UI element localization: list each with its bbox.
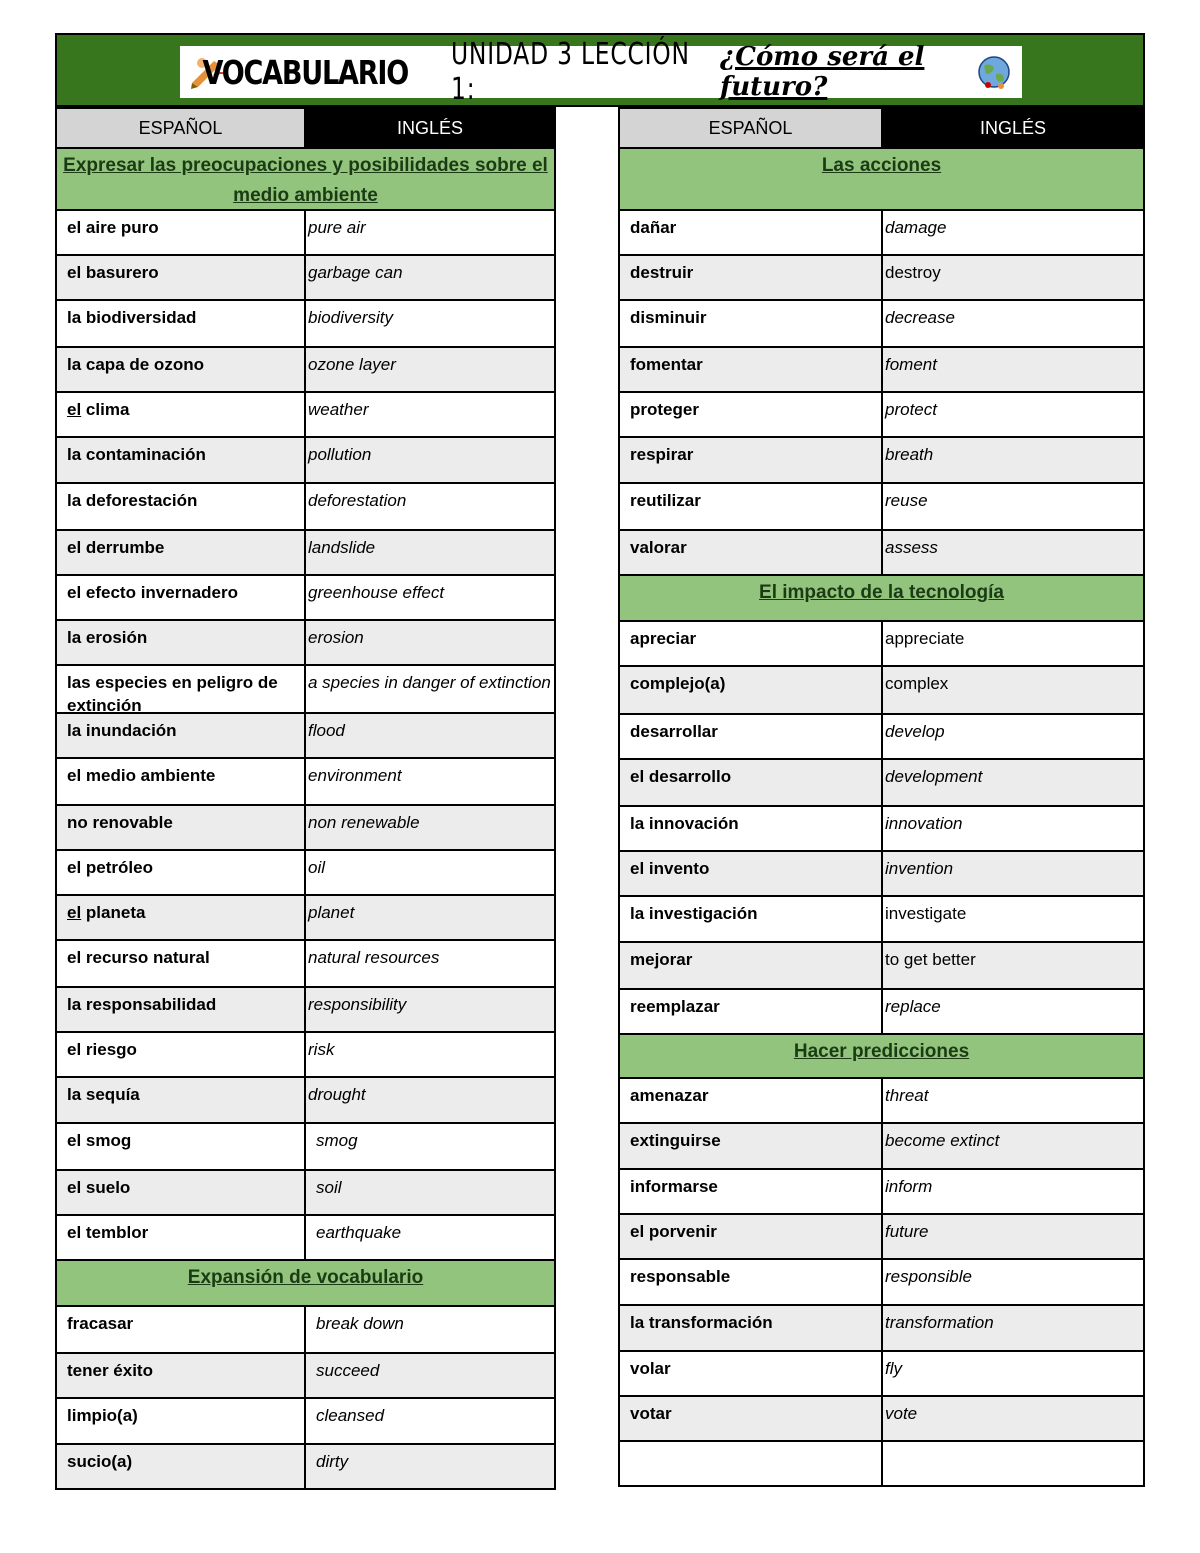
spanish-term: reemplazar	[620, 990, 883, 1033]
spanish-term: limpio(a)	[57, 1399, 306, 1443]
column-header	[618, 107, 1145, 149]
spanish-term: proteger	[620, 393, 883, 436]
header-espanol: ESPAÑOL	[57, 109, 306, 147]
spanish-term: la contaminación	[57, 438, 306, 482]
spanish-term: no renovable	[57, 806, 306, 849]
vocab-row	[618, 1260, 1145, 1306]
english-translation: drought	[308, 1085, 366, 1104]
spanish-term: la innovación	[620, 807, 883, 850]
vocab-row	[618, 1306, 1145, 1352]
spanish-word: planeta	[85, 903, 146, 922]
vocab-row	[618, 393, 1145, 438]
english-translation: environment	[308, 766, 402, 785]
spanish-term: el efecto invernadero	[57, 576, 306, 619]
header-ingles: INGLÉS	[883, 109, 1143, 147]
vocab-row	[55, 301, 556, 348]
english-translation: garbage can	[308, 263, 403, 282]
left-vocab-table	[55, 107, 556, 1490]
english-translation: breath	[885, 445, 934, 464]
spanish-term: la sequía	[57, 1078, 306, 1122]
spanish-term: disminuir	[620, 301, 883, 346]
vocab-row	[55, 1033, 556, 1078]
spanish-word: clima	[85, 400, 130, 419]
spanish-term: el derrumbe	[57, 531, 306, 574]
vocab-row	[618, 256, 1145, 301]
english-translation: pollution	[308, 445, 372, 464]
vocab-row	[618, 807, 1145, 852]
vocab-row	[55, 1124, 556, 1171]
spanish-term: el temblor	[57, 1216, 306, 1259]
spanish-term: sucio(a)	[57, 1445, 306, 1488]
spanish-term: el basurero	[57, 256, 306, 299]
spanish-term: la investigación	[620, 897, 883, 941]
english-translation: erosion	[308, 628, 364, 647]
vocab-row	[618, 348, 1145, 393]
spanish-term: el desarrollo	[620, 760, 883, 805]
english-translation: investigate	[885, 904, 967, 923]
vocab-row	[55, 1171, 556, 1216]
spanish-term: la transformación	[620, 1306, 883, 1350]
vocab-row	[618, 852, 1145, 897]
spanish-term: votar	[620, 1397, 883, 1440]
vocab-row	[55, 348, 556, 393]
vocab-row	[55, 1307, 556, 1354]
vocab-row	[55, 1354, 556, 1399]
vocab-row	[618, 1442, 1145, 1487]
vocab-row	[55, 211, 556, 256]
vocab-row	[618, 943, 1145, 990]
spanish-term: complejo(a)	[620, 667, 883, 713]
english-translation: natural resources	[308, 948, 440, 967]
english-translation: biodiversity	[308, 308, 394, 327]
vocab-row	[55, 851, 556, 896]
english-translation: innovation	[885, 814, 963, 833]
spanish-term: la erosión	[57, 621, 306, 664]
english-translation	[883, 1442, 1143, 1485]
spanish-term: destruir	[620, 256, 883, 299]
vocab-row	[618, 1124, 1145, 1170]
english-translation: earthquake	[316, 1223, 402, 1242]
english-translation: succeed	[316, 1361, 380, 1380]
section-header-environment: Expresar las preocupaciones y posibilidades sobre el medio ambiente	[55, 149, 556, 211]
title-banner	[55, 33, 1145, 107]
spanish-term: el recurso natural	[57, 941, 306, 986]
spanish-term: el porvenir	[620, 1215, 883, 1258]
vocab-row	[55, 576, 556, 621]
vocab-row	[618, 715, 1145, 760]
english-translation: vote	[885, 1404, 918, 1423]
english-translation: dirty	[316, 1452, 349, 1471]
spanish-term: dañar	[620, 211, 883, 254]
vocab-row	[55, 806, 556, 851]
spanish-term: tener éxito	[57, 1354, 306, 1397]
english-translation: weather	[308, 400, 369, 419]
vocab-row	[618, 1215, 1145, 1260]
section-header-acciones: Las acciones	[618, 149, 1145, 211]
english-translation: landslide	[308, 538, 376, 557]
english-translation: appreciate	[885, 629, 965, 648]
english-translation: protect	[885, 400, 937, 419]
vocab-row	[618, 622, 1145, 667]
english-translation: threat	[885, 1086, 929, 1105]
english-translation: break down	[316, 1314, 404, 1333]
english-translation: a species in danger of extinction	[308, 673, 551, 692]
section-header-tecnologia: El impacto de la tecnología	[618, 576, 1145, 622]
english-translation: future	[885, 1222, 929, 1241]
vocab-row	[55, 438, 556, 484]
vocab-row	[618, 301, 1145, 348]
english-translation: smog	[316, 1131, 358, 1150]
english-translation: become extinct	[885, 1131, 1000, 1150]
vocab-row	[618, 1079, 1145, 1124]
english-translation: fly	[885, 1359, 902, 1378]
english-translation: decrease	[885, 308, 955, 327]
vocab-row	[618, 760, 1145, 807]
vocab-row	[618, 1352, 1145, 1397]
english-translation: invention	[885, 859, 954, 878]
spanish-term: el invento	[620, 852, 883, 895]
vocab-row	[618, 897, 1145, 943]
vocab-row	[55, 941, 556, 988]
spanish-term: la responsabilidad	[57, 988, 306, 1031]
vocab-row	[618, 438, 1145, 484]
english-translation: non renewable	[308, 813, 420, 832]
english-translation: foment	[885, 355, 937, 374]
english-translation: flood	[308, 721, 345, 740]
spanish-term: el riesgo	[57, 1033, 306, 1076]
vocab-row	[55, 1216, 556, 1261]
vocab-row	[55, 484, 556, 531]
article: el	[67, 903, 82, 922]
english-translation: cleansed	[316, 1406, 385, 1425]
vocab-row	[55, 988, 556, 1033]
vocab-row	[618, 1397, 1145, 1442]
vocab-row	[618, 211, 1145, 256]
english-translation: destroy	[885, 263, 941, 282]
vocab-row	[618, 1170, 1145, 1215]
spanish-term: el petróleo	[57, 851, 306, 894]
english-translation: ozone layer	[308, 355, 396, 374]
english-translation: complex	[885, 674, 949, 693]
spanish-term: fracasar	[57, 1307, 306, 1352]
vocab-row	[55, 666, 556, 714]
spanish-term: la inundación	[57, 714, 306, 757]
spanish-term	[57, 393, 306, 436]
english-translation: deforestation	[308, 491, 407, 510]
english-translation: replace	[885, 997, 941, 1016]
spanish-term: volar	[620, 1352, 883, 1395]
spanish-term: responsable	[620, 1260, 883, 1304]
vocab-row	[55, 1078, 556, 1124]
english-translation: develop	[885, 722, 945, 741]
title-vocabulario: VOCABULARIO	[202, 52, 408, 92]
section-header-predicciones: Hacer predicciones	[618, 1035, 1145, 1079]
vocab-row	[55, 759, 556, 806]
spanish-term: el smog	[57, 1124, 306, 1169]
title-question: ¿Cómo será el futuro?	[720, 42, 925, 102]
spanish-term: la capa de ozono	[57, 348, 306, 391]
vocab-row	[618, 484, 1145, 531]
column-header	[55, 107, 556, 149]
english-translation: soil	[316, 1178, 342, 1197]
spanish-term: fomentar	[620, 348, 883, 391]
english-translation: oil	[308, 858, 326, 877]
vocab-row	[55, 896, 556, 941]
spanish-term: amenazar	[620, 1079, 883, 1122]
vocab-row	[618, 990, 1145, 1035]
vocab-row	[618, 667, 1145, 715]
vocab-row	[55, 531, 556, 576]
title-unit: UNIDAD 3 LECCIÓN 1:	[450, 37, 690, 107]
english-translation: transformation	[885, 1313, 994, 1332]
header-ingles: INGLÉS	[306, 109, 554, 147]
spanish-term	[620, 1442, 883, 1485]
vocab-row	[55, 621, 556, 666]
spanish-term	[57, 896, 306, 939]
vocab-row	[618, 531, 1145, 576]
spanish-term: el suelo	[57, 1171, 306, 1214]
spanish-term: extinguirse	[620, 1124, 883, 1168]
spanish-term: apreciar	[620, 622, 883, 665]
english-translation: reuse	[885, 491, 928, 510]
article: el	[67, 400, 82, 419]
english-translation: responsible	[885, 1267, 972, 1286]
globe-icon	[974, 52, 1014, 92]
right-vocab-table	[618, 107, 1145, 1487]
spanish-term: reutilizar	[620, 484, 883, 529]
english-translation: greenhouse effect	[308, 583, 445, 602]
english-translation: pure air	[308, 218, 366, 237]
english-translation: risk	[308, 1040, 335, 1059]
spanish-term: informarse	[620, 1170, 883, 1213]
vocab-row	[55, 1399, 556, 1445]
spanish-term: el medio ambiente	[57, 759, 306, 804]
spanish-term: el aire puro	[57, 211, 306, 254]
spanish-term: la biodiversidad	[57, 301, 306, 346]
spanish-term: respirar	[620, 438, 883, 482]
english-translation: inform	[885, 1177, 933, 1196]
english-translation: damage	[885, 218, 947, 237]
spanish-term: desarrollar	[620, 715, 883, 758]
vocab-row	[55, 1445, 556, 1490]
spanish-term: valorar	[620, 531, 883, 574]
spanish-term: las especies en peligro de extinción	[57, 666, 306, 712]
vocab-row	[55, 393, 556, 438]
english-translation: to get better	[885, 950, 976, 969]
english-translation: development	[885, 767, 983, 786]
title-box	[180, 37, 1022, 107]
vocab-row	[55, 256, 556, 301]
spanish-term: la deforestación	[57, 484, 306, 529]
english-translation: responsibility	[308, 995, 407, 1014]
section-header-expansion: Expansión de vocabulario	[55, 1261, 556, 1307]
english-translation: planet	[308, 903, 355, 922]
header-espanol: ESPAÑOL	[620, 109, 883, 147]
spanish-term: mejorar	[620, 943, 883, 988]
english-translation: assess	[885, 538, 938, 557]
vocab-row	[55, 714, 556, 759]
